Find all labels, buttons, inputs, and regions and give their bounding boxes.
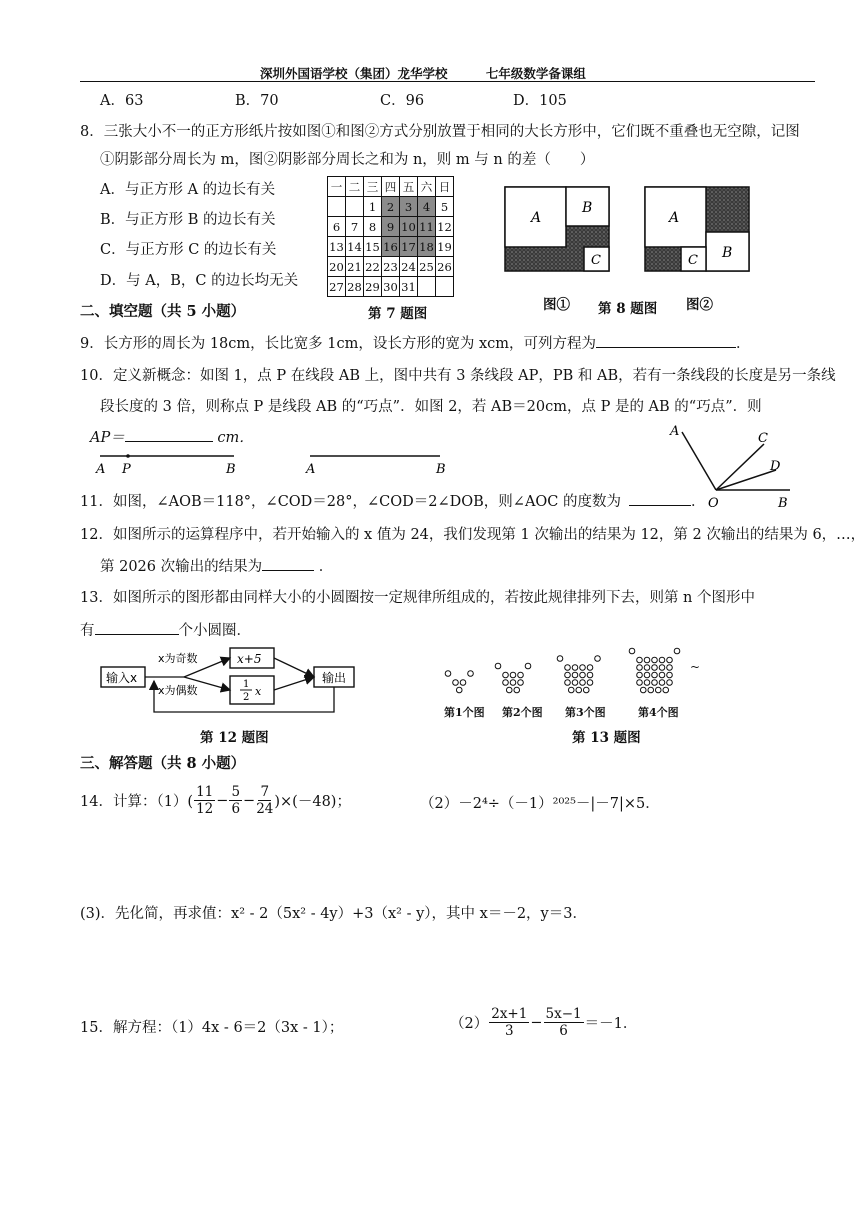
calendar-table — [327, 176, 454, 297]
pattern-circle — [557, 656, 563, 662]
pattern-circle — [652, 657, 658, 663]
calendar-day-cell: 15 — [364, 237, 382, 257]
q13-post: 个小圆圈． — [178, 623, 251, 639]
calendar-header-cell: 五 — [400, 177, 418, 197]
q12-end: ． — [318, 559, 334, 575]
q15-frac-2-den: 6 — [559, 1023, 568, 1039]
q11-answer-blank[interactable] — [629, 505, 691, 506]
q13-pre: 有 — [80, 623, 95, 639]
q14-part2: （2）－2⁴÷（－1）²⁰²⁵－|－7|×5． — [420, 796, 660, 812]
pattern-circle — [445, 671, 451, 677]
q10-line2: 段长度的 3 倍，则称点 P 是线段 AB 的“巧点”．如图 2，若 AB＝20cm，点 P 是的 AB 的“巧点”．则 — [100, 399, 762, 415]
section-fill-in-heading: 二、填空题（共 5 小题） — [80, 303, 246, 320]
flow-op2-num: 1 — [243, 679, 250, 690]
q8-option-b: B．与正方形 B 的边长有关 — [100, 212, 276, 228]
calendar-day-cell: 4 — [418, 197, 436, 217]
q14-frac-1-den: 12 — [196, 801, 214, 817]
calendar-day-cell: 22 — [364, 257, 382, 277]
calendar-day-cell: 12 — [436, 217, 454, 237]
calendar-day-cell: 25 — [418, 257, 436, 277]
q15-frac-1-num: 2x+1 — [491, 1006, 528, 1022]
q9-question: 9．长方形的周长为 18cm，长比宽多 1cm，设长方形的宽为 xcm，可列方程为 — [80, 336, 597, 352]
pattern-tilde: ~ — [690, 660, 701, 674]
q9-answer-blank[interactable] — [596, 347, 736, 348]
pattern-circle — [495, 663, 501, 669]
calendar-day-cell: 8 — [364, 217, 382, 237]
calendar-header-cell: 三 — [364, 177, 382, 197]
group-name: 七年级数学备课组 — [485, 66, 586, 81]
q14-frac-3-den: 24 — [256, 801, 274, 817]
section-answer-heading: 三、解答题（共 8 小题） — [80, 755, 246, 772]
q7-figure-caption: 第 7 题图 — [368, 306, 428, 322]
calendar-header-cell: 一 — [328, 177, 346, 197]
seg1-label-p: P — [122, 462, 131, 477]
pattern-circle — [565, 672, 571, 678]
flow-op2-den: 2 — [243, 692, 250, 703]
calendar-day-cell: 5 — [436, 197, 454, 217]
calendar-day-cell: 2 — [382, 197, 400, 217]
calendar-day-cell: 14 — [346, 237, 364, 257]
flow-odd-label: x为奇数 — [158, 652, 198, 665]
pattern-circle — [644, 672, 650, 678]
school-name: 深圳外国语学校（集团）龙华学校 — [260, 66, 448, 81]
q14-frac-3 — [256, 784, 273, 817]
fig1-caption: 图① — [543, 297, 570, 313]
fig2-label-b: B — [722, 245, 733, 261]
q15-part1: 15．解方程：（1）4x - 6＝2（3x - 1）； — [80, 1020, 344, 1036]
pattern-circle — [637, 680, 643, 686]
point-p — [126, 454, 130, 458]
seg2-label-b: B — [436, 462, 446, 477]
pattern-circle — [674, 648, 680, 654]
q12-line2-wrap — [100, 555, 333, 576]
q9-end: ． — [736, 336, 751, 352]
pattern-circle — [525, 663, 531, 669]
q7-option-c: C．96 — [380, 93, 425, 109]
pattern-circle — [667, 665, 673, 671]
calendar-header-cell: 二 — [346, 177, 364, 197]
calendar-day-cell: 19 — [436, 237, 454, 257]
calendar-day-cell: 27 — [328, 277, 346, 297]
pattern-circle — [587, 680, 593, 686]
ray-oa — [682, 432, 716, 490]
calendar-figure — [327, 176, 454, 297]
fig1-label-b: B — [582, 200, 593, 216]
pattern-circle — [644, 665, 650, 671]
flow-op1-label: x+5 — [237, 652, 262, 666]
pattern-circle — [659, 657, 665, 663]
q10-unit: cm． — [217, 430, 254, 446]
pattern-circle — [595, 656, 601, 662]
q11-text — [80, 490, 706, 511]
pattern-circle — [456, 687, 462, 693]
q7-option-a: A．63 — [100, 93, 144, 109]
calendar-day-cell: 30 — [382, 277, 400, 297]
pattern-circle — [572, 680, 578, 686]
pattern-circle — [663, 687, 669, 693]
calendar-day-cell — [346, 197, 364, 217]
pattern-circle — [637, 672, 643, 678]
q14-part3: (3)．先化简，再求值：x² - 2（5x² - 4y）+3（x² - y），其中 x＝－2，y＝3． — [80, 906, 587, 922]
q15-frac-1 — [489, 1006, 529, 1039]
pattern-circle — [587, 665, 593, 671]
pattern-circle — [510, 680, 516, 686]
calendar-day-cell: 9 — [382, 217, 400, 237]
fig2-label-a: A — [669, 210, 680, 226]
pattern-circle — [587, 672, 593, 678]
flow-output-label: 输出 — [322, 671, 347, 685]
q11-end: ． — [691, 494, 706, 510]
pattern-circle — [659, 665, 665, 671]
fig2-label-c: C — [688, 253, 698, 268]
pattern-circle — [667, 680, 673, 686]
angle-label-a: A — [670, 424, 680, 439]
q13-line2 — [80, 619, 251, 640]
pattern-circle — [648, 687, 654, 693]
angle-label-c: C — [758, 431, 768, 446]
calendar-day-cell: 21 — [346, 257, 364, 277]
ray-oc — [716, 444, 764, 490]
figure-2 — [645, 187, 749, 271]
fig1-label-c: C — [591, 253, 601, 268]
pattern-label-3: 第3个图 — [565, 706, 606, 719]
q14-frac-2-den: 6 — [231, 801, 241, 817]
seg1-label-b: B — [226, 462, 236, 477]
pattern-circle — [503, 672, 509, 678]
figure-1 — [505, 187, 609, 271]
q11-question: 11．如图，∠AOB＝118°，∠COD＝28°，∠COD＝2∠DOB，则∠AOC 的度数为 — [80, 494, 622, 510]
calendar-day-cell: 23 — [382, 257, 400, 277]
q13-figure-caption: 第 13 题图 — [572, 730, 641, 746]
pattern-circle — [514, 687, 520, 693]
calendar-day-cell: 3 — [400, 197, 418, 217]
calendar-day-cell — [328, 197, 346, 217]
q14-minus-2: − — [243, 792, 256, 809]
pattern-circle — [518, 680, 524, 686]
seg2-label-a: A — [306, 462, 316, 477]
pattern-circle — [667, 672, 673, 678]
pattern-label-4: 第4个图 — [638, 706, 679, 719]
angle-label-o: O — [708, 496, 719, 511]
q8-option-d: D．与 A，B，C 的边长均无关 — [100, 273, 299, 289]
calendar-day-cell — [418, 277, 436, 297]
pattern-circle — [568, 687, 574, 693]
calendar-day-cell: 10 — [400, 217, 418, 237]
calendar-header-cell: 六 — [418, 177, 436, 197]
q15-p2-post: ＝－1． — [584, 1016, 638, 1032]
q14-frac-2 — [229, 784, 242, 817]
pattern-circle — [659, 680, 665, 686]
calendar-day-cell: 26 — [436, 257, 454, 277]
pattern-circle — [572, 672, 578, 678]
pattern-label-2: 第2个图 — [502, 706, 543, 719]
q14-frac-1-num: 11 — [196, 784, 214, 800]
calendar-day-cell: 11 — [418, 217, 436, 237]
calendar-day-cell: 1 — [364, 197, 382, 217]
q14-frac-1 — [194, 784, 215, 817]
calendar-day-cell: 28 — [346, 277, 364, 297]
pattern-circle — [510, 672, 516, 678]
pattern-circle — [572, 665, 578, 671]
q8-option-a: A．与正方形 A 的边长有关 — [100, 182, 276, 198]
q7-option-b: B．70 — [235, 93, 279, 109]
pattern-circle — [644, 680, 650, 686]
pattern-circle — [453, 680, 459, 686]
q14-frac-3-num: 7 — [260, 784, 270, 800]
header-rule — [80, 81, 815, 82]
q10-line1: 10．定义新概念：如图 1，点 P 在线段 AB 上，图中共有 3 条线段 AP，PB 和 AB，若有一条线段的长度是另一条线 — [80, 368, 836, 384]
q7-option-d: D．105 — [513, 93, 567, 109]
q13-line1: 13．如图所示的图形都由同样大小的小圆圈按一定规律所组成的，若按此规律排列下去，则第 n 个图形中 — [80, 590, 756, 606]
pattern-circle — [468, 671, 474, 677]
calendar-day-cell: 20 — [328, 257, 346, 277]
calendar-header-cell: 四 — [382, 177, 400, 197]
q14-p1-post: )×(－48)； — [274, 794, 351, 810]
q14-p1-pre: 14．计算：（1）( — [80, 794, 194, 810]
pattern-circle — [655, 687, 661, 693]
q8-option-c: C．与正方形 C 的边长有关 — [100, 242, 277, 258]
q10-segment-figures — [88, 448, 458, 478]
seg1-label-a: A — [96, 462, 106, 477]
q12-answer-blank[interactable] — [262, 570, 314, 571]
pattern-circle — [667, 657, 673, 663]
pattern-circle — [637, 657, 643, 663]
calendar-day-cell: 31 — [400, 277, 418, 297]
q12-figure-caption: 第 12 题图 — [200, 730, 269, 746]
calendar-day-cell: 18 — [418, 237, 436, 257]
pattern-circle — [652, 665, 658, 671]
flow-even-label: x为偶数 — [158, 684, 198, 697]
calendar-day-cell: 6 — [328, 217, 346, 237]
pattern-circle — [580, 672, 586, 678]
pattern-circle — [576, 687, 582, 693]
q14-frac-2-num: 5 — [231, 784, 241, 800]
calendar-day-cell: 29 — [364, 277, 382, 297]
q10-answer-line — [90, 426, 254, 447]
pattern-circle — [580, 665, 586, 671]
flow-input-label: 输入x — [106, 671, 138, 685]
q15-part2 — [450, 1006, 637, 1039]
q15-frac-2 — [544, 1006, 584, 1039]
q8-line2: ①阴影部分周长为 m，图②阴影部分周长之和为 n，则 m 与 n 的差（ ） — [100, 152, 595, 168]
pattern-circle — [659, 672, 665, 678]
pattern-circle — [460, 680, 466, 686]
q15-frac-2-num: 5x−1 — [545, 1006, 582, 1022]
pattern-label-1: 第1个图 — [444, 706, 485, 719]
q12-line1: 12．如图所示的运算程序中，若开始输入的 x 值为 24，我们发现第 1 次输出的结果为 12，第 2 次输出的结果为 6，…， — [80, 527, 866, 543]
pattern-circle — [637, 665, 643, 671]
q8-figures — [503, 183, 753, 275]
pattern-circle — [565, 680, 571, 686]
calendar-day-cell: 16 — [382, 237, 400, 257]
q15-minus: − — [530, 1014, 543, 1031]
calendar-day-cell: 17 — [400, 237, 418, 257]
q8-figure-caption: 第 8 题图 — [598, 301, 658, 317]
q14-part1 — [80, 784, 351, 817]
fig1-label-a: A — [531, 210, 542, 226]
q8-line1: 8．三张大小不一的正方形纸片按如图①和图②方式分别放置于相同的大长方形中，它们既不重叠也无空隙，记图 — [80, 124, 800, 140]
pattern-circle — [652, 680, 658, 686]
page-header — [260, 64, 620, 82]
pattern-circle — [644, 657, 650, 663]
q15-frac-1-den: 3 — [504, 1023, 514, 1039]
pattern-circle — [583, 687, 589, 693]
calendar-day-cell: 7 — [346, 217, 364, 237]
q9-text — [80, 332, 751, 353]
q14-minus-1: − — [216, 792, 229, 809]
pattern-circle — [565, 665, 571, 671]
fig2-caption: 图② — [686, 297, 713, 313]
pattern-circle — [640, 687, 646, 693]
q12-line2: 第 2026 次输出的结果为 — [100, 559, 263, 575]
calendar-day-cell — [436, 277, 454, 297]
pattern-circle — [506, 687, 512, 693]
calendar-header-cell: 日 — [436, 177, 454, 197]
flow-arrow-out1 — [274, 658, 314, 677]
q15-p2-pre: （2） — [450, 1016, 489, 1032]
flow-arrow-out2 — [274, 677, 314, 690]
q10-answer-blank[interactable] — [125, 441, 213, 442]
pattern-circle — [652, 672, 658, 678]
calendar-day-cell: 13 — [328, 237, 346, 257]
pattern-circle — [503, 680, 509, 686]
angle-label-d: D — [770, 459, 781, 474]
pattern-circle — [580, 680, 586, 686]
ray-od — [716, 470, 776, 490]
q12-flowchart — [96, 642, 366, 720]
q13-circle-patterns — [436, 632, 716, 700]
pattern-circle — [629, 648, 635, 654]
calendar-day-cell: 24 — [400, 257, 418, 277]
angle-label-b: B — [778, 496, 788, 511]
q13-answer-blank[interactable] — [95, 634, 179, 635]
pattern-circle — [518, 672, 524, 678]
flow-op2-var: x — [255, 685, 262, 698]
q10-ap-label: AP＝ — [90, 430, 125, 446]
